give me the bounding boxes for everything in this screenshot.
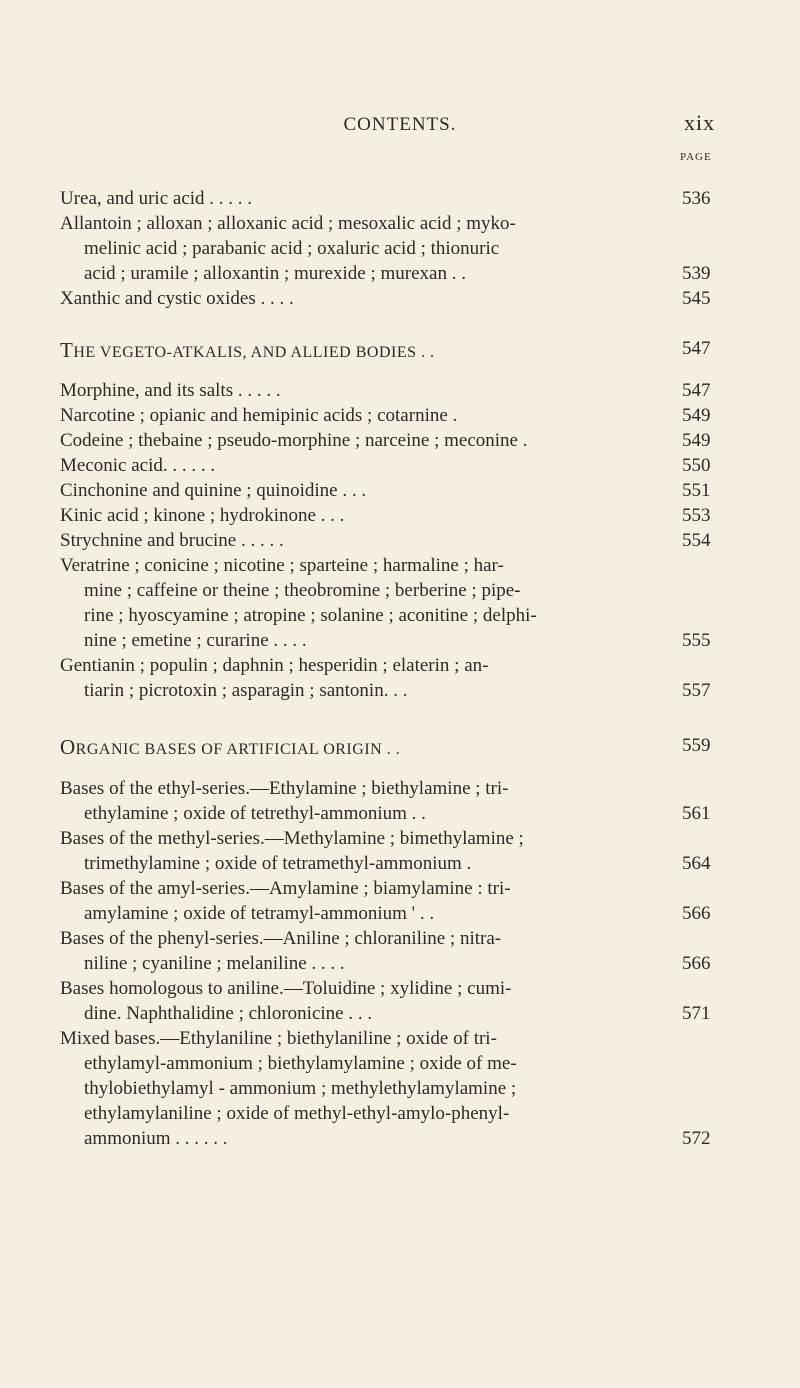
section-heading <box>60 338 680 363</box>
toc-entry: Bases of the ethyl-series.—Ethylamine ; biethylamine ; tri- <box>60 778 509 799</box>
section-heading-text: RGANIC BASES OF ARTIFICIAL ORIGIN . . <box>75 741 401 758</box>
section-initial: T <box>60 338 74 362</box>
toc-entry: ethylamylaniline ; oxide of methyl-ethyl-amylo-phenyl- <box>84 1103 510 1124</box>
toc-page-number: 572 <box>682 1128 711 1149</box>
toc-page-number: 571 <box>682 1003 711 1024</box>
toc-entry: Morphine, and its salts . . . . . <box>60 380 281 401</box>
toc-page-number: 551 <box>682 480 711 501</box>
toc-page-number: 549 <box>682 405 711 426</box>
toc-page-number: 545 <box>682 288 711 309</box>
toc-entry: rine ; hyoscyamine ; atropine ; solanine ; aconitine ; delphi- <box>84 605 537 626</box>
section-initial: O <box>60 735 76 759</box>
toc-entry: Cinchonine and quinine ; quinoidine . . . <box>60 480 367 501</box>
toc-entry: Meconic acid. . . . . . <box>60 455 216 476</box>
toc-entry: Bases of the amyl-series.—Amylamine ; biamylamine : tri- <box>60 878 511 899</box>
toc-entry: amylamine ; oxide of tetramyl-ammonium ' . . <box>84 903 435 924</box>
toc-entry: Strychnine and brucine . . . . . <box>60 530 284 551</box>
toc-entry: tiarin ; picrotoxin ; asparagin ; santonin. . . <box>84 680 408 701</box>
toc-page-number: 547 <box>682 380 711 401</box>
toc-page-number: 539 <box>682 263 711 284</box>
toc-entry: ethylamyl-ammonium ; biethylamylamine ; oxide of me- <box>84 1053 517 1074</box>
section-heading <box>60 735 680 760</box>
toc-page-number: 553 <box>682 505 711 526</box>
page-number-roman: xix <box>684 110 716 135</box>
toc-entry: Kinic acid ; kinone ; hydrokinone . . . <box>60 505 345 526</box>
toc-entry: Xanthic and cystic oxides . . . . <box>60 288 294 309</box>
running-header-title: CONTENTS. <box>343 114 457 135</box>
toc-page-number: 555 <box>682 630 711 651</box>
toc-entry: Urea, and uric acid . . . . . <box>60 188 253 209</box>
toc-entry: Narcotine ; opianic and hemipinic acids ; cotarnine . <box>60 405 458 426</box>
toc-entry: Mixed bases.—Ethylaniline ; biethylaniline ; oxide of tri- <box>60 1028 497 1049</box>
toc-page-number: 549 <box>682 430 711 451</box>
toc-entry: Bases homologous to aniline.—Toluidine ; xylidine ; cumi- <box>60 978 512 999</box>
toc-entry: nine ; emetine ; curarine . . . . <box>84 630 307 651</box>
toc-entry: dine. Naphthalidine ; chloronicine . . . <box>84 1003 373 1024</box>
toc-page-number: 547 <box>682 338 711 359</box>
toc-page-number: 566 <box>682 953 711 974</box>
page-column-label: PAGE <box>680 151 712 163</box>
toc-entry: Gentianin ; populin ; daphnin ; hesperidin ; elaterin ; an- <box>60 655 489 676</box>
toc-entry: trimethylamine ; oxide of tetramethyl-ammonium . <box>84 853 472 874</box>
toc-page-number: 559 <box>682 735 711 756</box>
toc-entry: melinic acid ; parabanic acid ; oxaluric acid ; thionuric <box>84 238 500 259</box>
toc-entry: Bases of the phenyl-series.—Aniline ; chloraniline ; nitra- <box>60 928 502 949</box>
toc-entry: acid ; uramile ; alloxantin ; murexide ; murexan . . <box>84 263 466 284</box>
section-heading-text: HE VEGETO-ATKALIS, AND ALLIED BODIES . . <box>73 344 435 361</box>
toc-page-number: 566 <box>682 903 711 924</box>
toc-entry: niline ; cyaniline ; melaniline . . . . <box>84 953 345 974</box>
toc-entry: Bases of the methyl-series.—Methylamine ; bimethylamine ; <box>60 828 524 849</box>
toc-page-number: 536 <box>682 188 711 209</box>
toc-entry: Veratrine ; conicine ; nicotine ; sparteine ; harmaline ; har- <box>60 555 504 576</box>
toc-entry: mine ; caffeine or theine ; theobromine ; berberine ; pipe- <box>84 580 521 601</box>
toc-page-number: 561 <box>682 803 711 824</box>
toc-page-number: 550 <box>682 455 711 476</box>
toc-page-number: 564 <box>682 853 711 874</box>
toc-entry: thylobiethylamyl - ammonium ; methylethylamylamine ; <box>84 1078 517 1099</box>
toc-entry: Allantoin ; alloxan ; alloxanic acid ; mesoxalic acid ; myko- <box>60 213 516 234</box>
toc-entry: ammonium . . . . . . <box>84 1128 228 1149</box>
toc-page-number: 557 <box>682 680 711 701</box>
toc-entry: ethylamine ; oxide of tetrethyl-ammonium . . <box>84 803 426 824</box>
toc-entry: Codeine ; thebaine ; pseudo-morphine ; narceine ; meconine . <box>60 430 528 451</box>
toc-page-number: 554 <box>682 530 711 551</box>
